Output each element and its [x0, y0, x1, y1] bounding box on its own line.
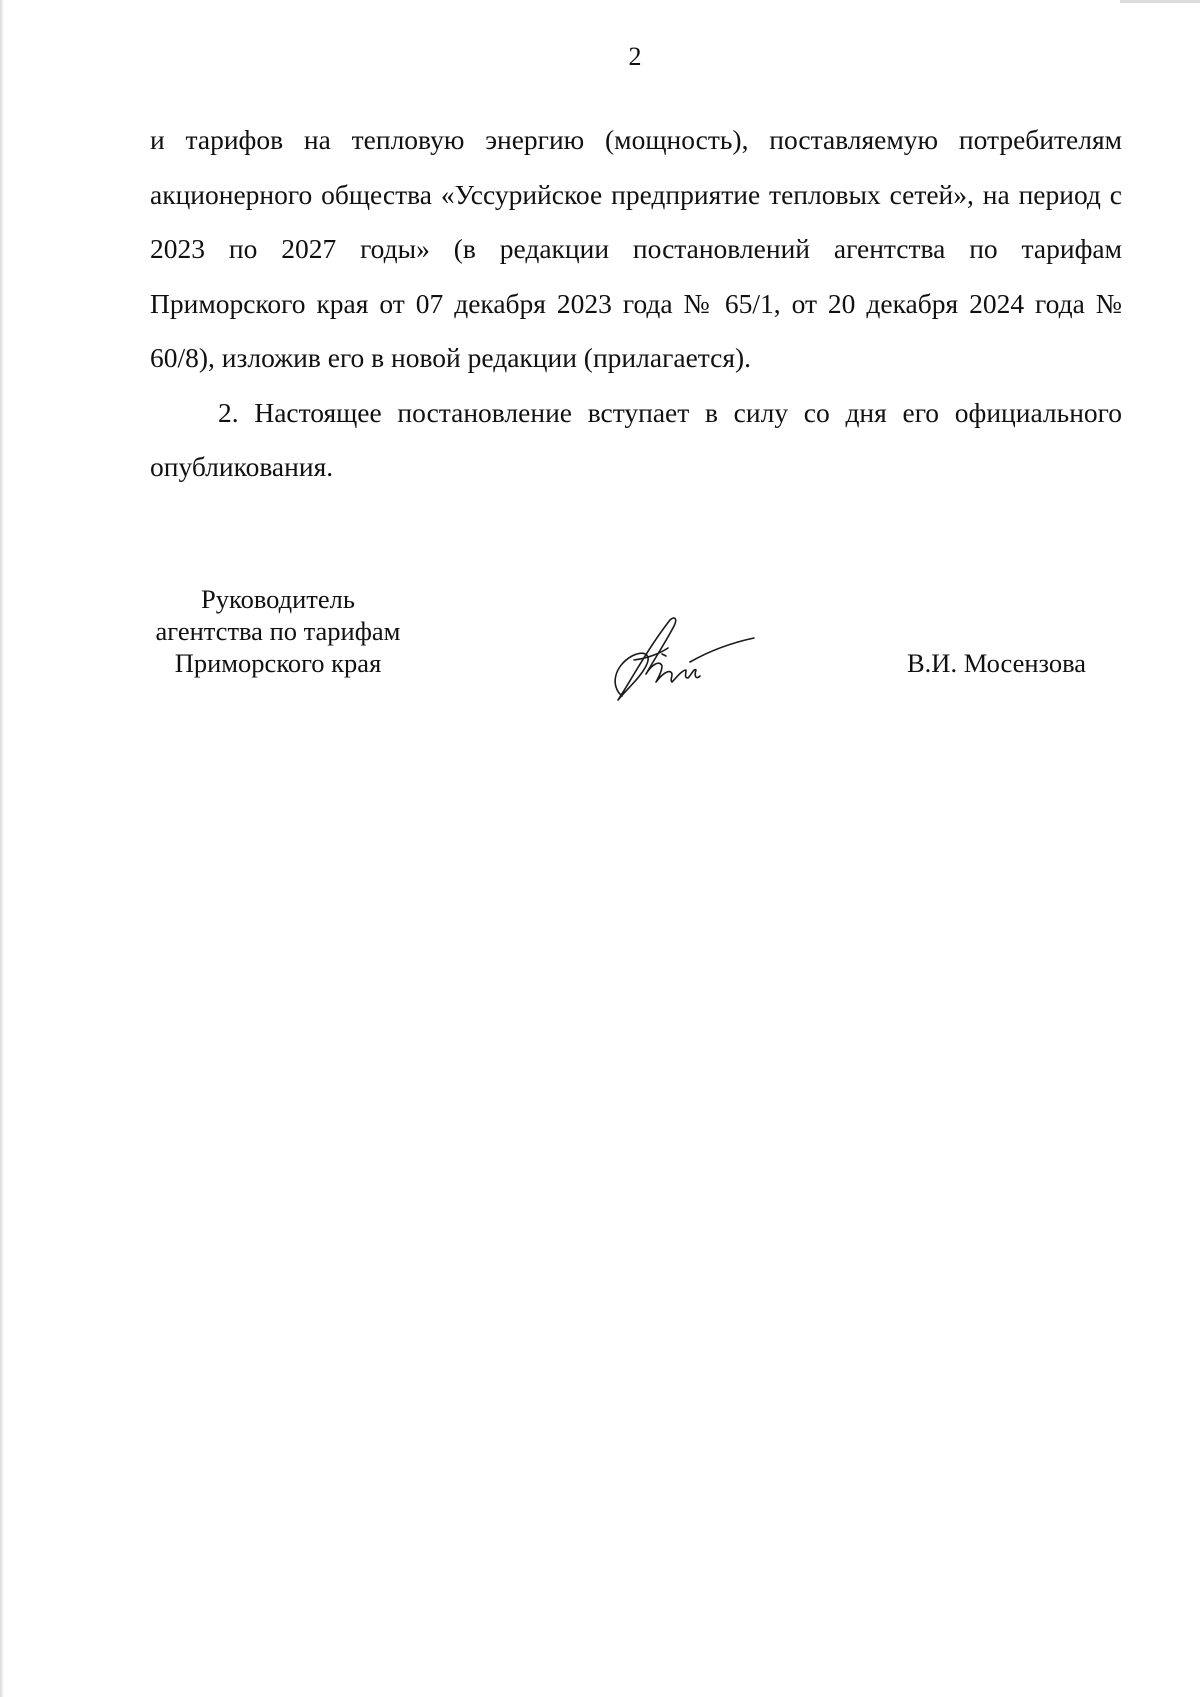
paragraph-continuation: и тарифов на тепловую энергию (мощность), поставляемую потребителям акционерного общества «Уссурийское предприятие тепловых сетей», на период с 2023 по 2027 годы» (в редакции постановлений агентства по тарифам Приморского края от 07 декабря 2023 года № 65/1, от 20 декабря 2024 года № 60/8), изложив его в новой редакции (прилагается). [150, 124, 1122, 373]
paragraph-effective-date: 2. Настоящее постановление вступает в силу со дня его официального опубликования. [150, 396, 1122, 482]
document-body [150, 113, 1122, 495]
page-number: 2 [628, 42, 642, 71]
scan-edge-mark [1120, 0, 1200, 3]
position-line: Руководитель [201, 584, 355, 614]
signatory-position [148, 583, 408, 679]
position-line: агентства по тарифам [155, 616, 401, 646]
handwritten-signature [600, 608, 760, 708]
position-line: Приморского края [174, 648, 382, 678]
scan-edge [0, 0, 4, 1697]
signer-name: В.И. Мосензова [907, 648, 1087, 678]
